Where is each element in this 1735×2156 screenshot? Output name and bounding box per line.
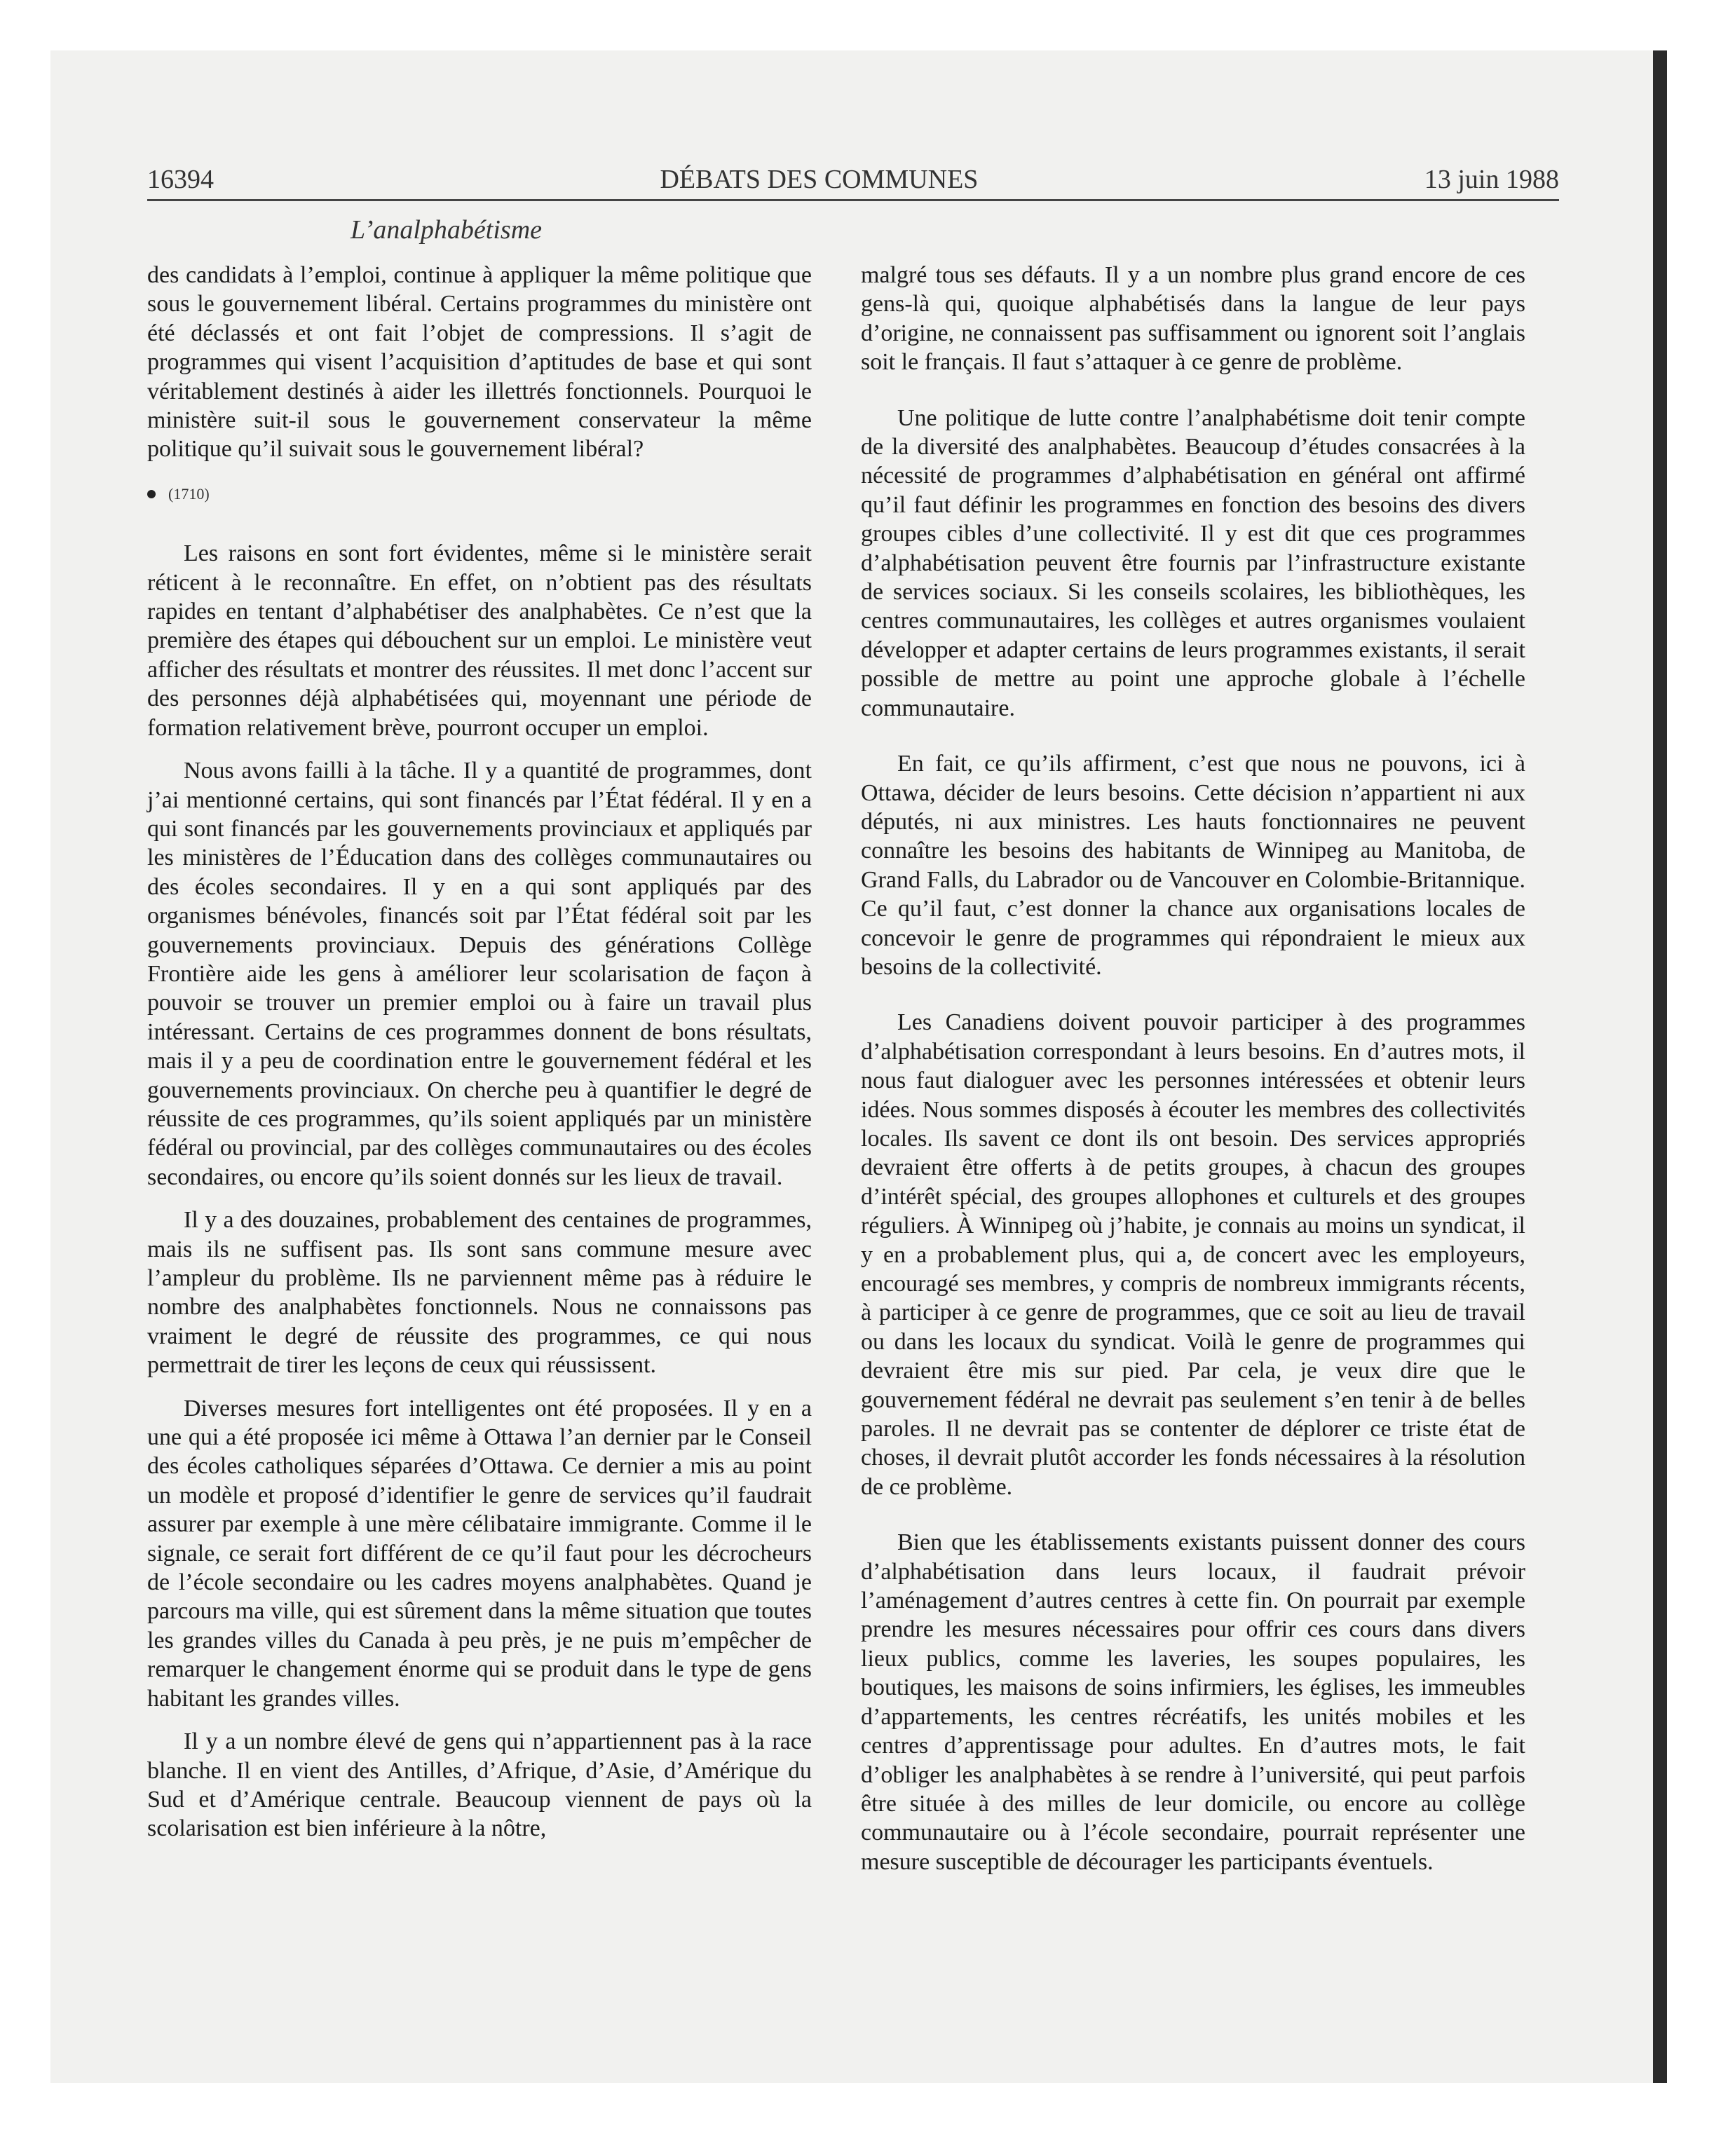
paragraph: des candidats à l’emploi, continue à appliquer la même politique que sous le gouvernement libéral. Certains programmes du ministère ont été déclassés et ont fait l’objet de compressions. Il s’agit de programmes qui visent l’acquisition d’aptitudes de base et qui sont véritablement destinés à aider les illettrés fonctionnels. Pourquoi le ministère suit-il sous le gouvernement conservateur la même politique qu’il suivait sous le gouvernement libéral? (147, 262, 812, 463)
header-rule (147, 199, 1559, 201)
left-column (147, 261, 812, 1857)
time-marker (147, 479, 812, 508)
paragraph: Il y a des douzaines, probablement des centaines de programmes, mais ils ne suffisent pas. Ils sont sans commune mesure avec l’ampleur du problème. Ils ne parviennent même pas à réduire le nombre des analphabètes fonctionnels. Nous ne connaissons pas vraiment le degré de réussite des programmes, ce qui nous permettrait de tirer les leçons de ceux qui réussissent. (147, 1207, 812, 1379)
paragraph: Nous avons failli à la tâche. Il y a quantité de programmes, dont j’ai mentionné certains, qui sont financés par l’État fédéral. Il y en a qui sont financés par les gouvernements provinciaux et appliqués par les ministères de l’Éducation dans des collèges communautaires ou des écoles secondaires. Il y en a qui sont appliqués par des organismes bénévoles, financés soit par l’État fédéral soit par les gouvernements provinciaux. Depuis des générations Collège Frontière aide les gens à améliorer leur scolarisation de façon à pouvoir se trouver un premier emploi ou à faire un travail plus intéressant. Certains de ces programmes donnent de bons résultats, mais il y a peu de coordination entre le gouvernement fédéral et les gouvernements provinciaux. On cherche peu à quantifier le degré de réussite de ces programmes, qu’ils soient appliqués par un ministère fédéral ou provincial, par des collèges communautaires ou des écoles secondaires, ou encore qu’ils soient donnés sur les lieux de travail. (147, 758, 812, 1190)
issue-date: 13 juin 1988 (1424, 165, 1559, 194)
paragraph: En fait, ce qu’ils affirment, c’est que nous ne pouvons, ici à Ottawa, décider de leurs besoins. Cette décision n’appartient ni aux députés, ni aux ministres. Les hauts fonctionnaires ne peuvent connaître les besoins des habitants de Winnipeg au Manitoba, de Grand Falls, du Labrador ou de Vancouver en Colombie-Britannique. Ce qu’il faut, c’est donner la chance aux organisations locales de concevoir le genre de programmes qui répondraient le mieux aux besoins de la collectivité. (861, 751, 1525, 980)
page-header (147, 164, 1559, 195)
time-marker-label: (1710) (168, 484, 210, 503)
bullet-icon (147, 490, 156, 498)
paragraph: Les raisons en sont fort évidentes, même si le ministère serait réticent à le reconnaître. En effet, on n’obtient pas des résultats rapides en tentant d’alphabétiser des analphabètes. Ce n’est que la première des étapes qui débouchent sur un emploi. Le ministère veut afficher des résultats et montrer des réussites. Il met donc l’accent sur des personnes déjà alphabétisées qui, moyennant une période de formation relativement brève, pourront occuper un emploi. (147, 540, 812, 741)
paragraph: Une politique de lutte contre l’analphabétisme doit tenir compte de la diversité des analphabètes. Beaucoup d’études consacrées à la nécessité de programmes d’alphabétisation en général ont affirmé qu’il faut définir les programmes en fonction des besoins des divers groupes cibles d’une collectivité. Il y est dit que ces programmes d’alphabétisation peuvent être fournis par l’infrastructure existante de services sociaux. Si les conseils scolaires, les bibliothèques, les centres communautaires, les collèges et autres organismes voulaient développer et adapter certains de leurs programmes existants, il serait possible de mettre au point une approche globale à l’échelle communautaire. (861, 404, 1525, 721)
publication-title: DÉBATS DES COMMUNES (660, 165, 979, 194)
paragraph: Il y a un nombre élevé de gens qui n’appartiennent pas à la race blanche. Il en vient des Antilles, d’Afrique, d’Asie, d’Amérique du Sud et d’Amérique centrale. Beaucoup viennent de pays où la scolarisation est bien inférieure à la nôtre, (147, 1728, 812, 1842)
paragraph: Bien que les établissements existants puissent donner des cours d’alphabétisation dans leurs locaux, il faudrait prévoir l’aménagement d’autres centres à cette fin. On pourrait par exemple prendre les mesures nécessaires pour offrir ces cours dans divers lieux publics, comme les laveries, les soupes populaires, les boutiques, les maisons de soins infirmiers, les églises, les immeubles d’appartements, les centres récréatifs, les unités mobiles et les centres d’apprentissage pour adultes. En d’autres mots, le fait d’obliger les analphabètes à se rendre à l’université, qui peut parfois être située à des milles de leur domicile, ou encore au collège communautaire ou à l’école secondaire, pourrait représenter une mesure susceptible de décourager les participants éventuels. (861, 1529, 1525, 1875)
section-title: L’analphabétisme (351, 215, 543, 245)
page-number: 16394 (147, 165, 214, 194)
paragraph: Diverses mesures fort intelligentes ont été proposées. Il y en a une qui a été proposée ici même à Ottawa l’an dernier par le Conseil des écoles catholiques séparées d’Ottawa. Ce dernier a mis au point un modèle et proposé d’identifier le genre de services qu’il faudrait assurer par exemple à une mère célibataire immigrante. Comme il le signale, ce serait fort différent de ce qu’il faut pour les décrocheurs de l’école secondaire ou les cadres moyens analphabètes. Quand je parcours ma ville, qui est sûrement dans la même situation que toutes les grandes villes du Canada à peu près, je ne puis m’empêcher de remarquer le changement énorme qui se produit dans le type de gens habitant les grandes villes. (147, 1395, 812, 1712)
paragraph: Les Canadiens doivent pouvoir participer à des programmes d’alphabétisation correspondant à leurs besoins. En d’autres mots, il nous faut dialoguer avec les personnes intéressées et obtenir leurs idées. Nous sommes disposés à écouter les membres des collectivités locales. Ils savent ce dont ils ont besoin. Des services appropriés devraient être offerts à de petits groupes, à chacun des groupes d’intérêt spécial, des groupes allophones et culturels et des groupes réguliers. À Winnipeg où j’habite, je connais au moins un syndicat, il y en a probablement plus, qui a, de concert avec les employeurs, encouragé ses membres, y compris de nombreux immigrants récents, à participer à ce genre de programmes, que ce soit au lieu de travail ou dans les locaux du syndicat. Voilà le genre de programmes qui devraient être mis sur pied. Par cela, je veux dire que le gouvernement fédéral ne devrait pas seulement s’en tenir à de belles paroles. Il ne devrait pas se contenter de déplorer ce triste état de choses, il devrait plutôt accorder les fonds nécessaires à la résolution de ce problème. (861, 1009, 1525, 1500)
scan-edge-shadow (1653, 50, 1667, 2083)
right-column (861, 261, 1525, 1890)
paragraph: malgré tous ses défauts. Il y a un nombre plus grand encore de ces gens-là qui, quoique alphabétisés dans la langue de leur pays d’origine, ne connaissent pas suffisamment ou ignorent soit l’anglais soit le français. Il faut s’attaquer à ce genre de problème. (861, 262, 1525, 376)
